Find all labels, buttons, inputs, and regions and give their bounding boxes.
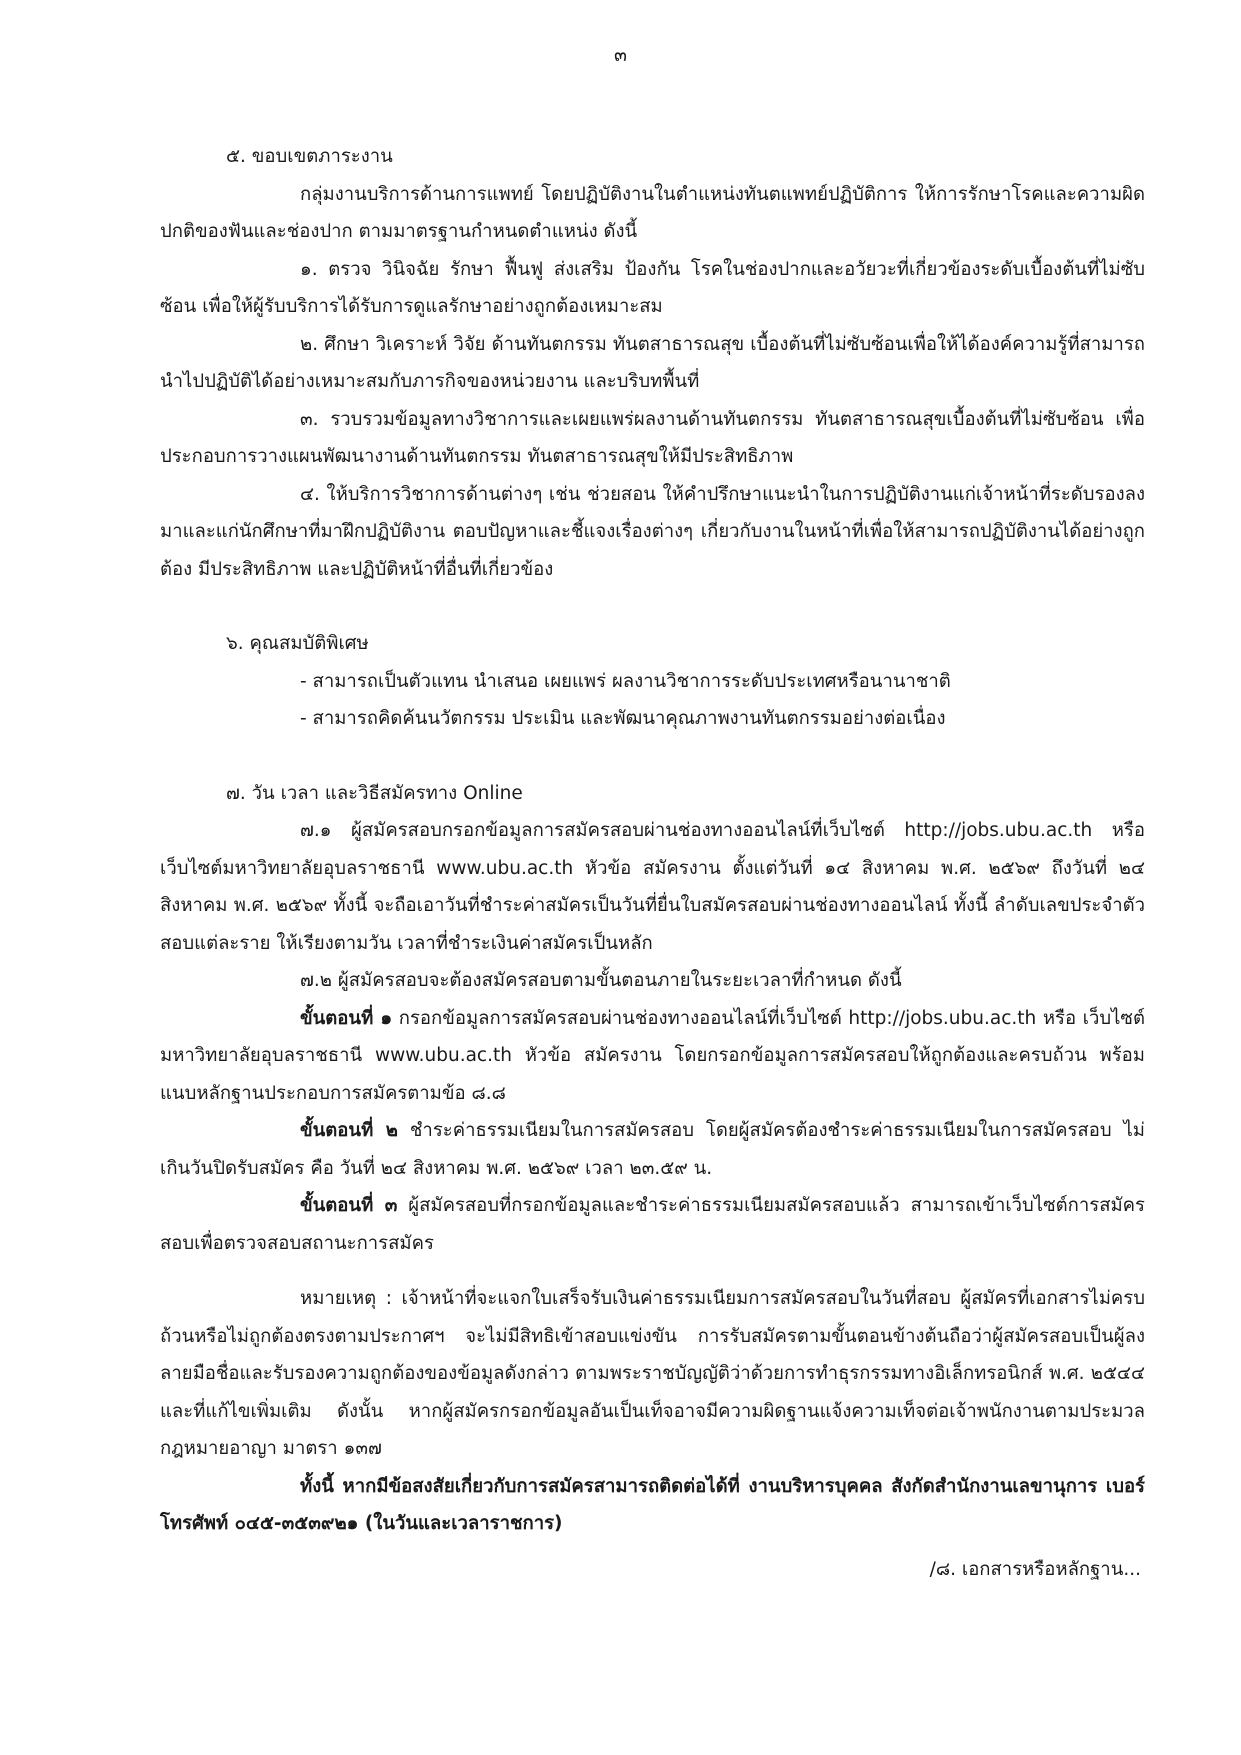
section-6-bullet: - สามารถคิดค้นนวัตกรรม ประเมิน และพัฒนาคุณภาพงานทันตกรรมอย่างต่อเนื่อง (300, 708, 946, 729)
step-1-label: ขั้นตอนที่ ๑ (300, 1007, 393, 1029)
paragraph-spacer (160, 1262, 1145, 1280)
step-1-text: กรอกข้อมูลการสมัครสอบผ่านช่องทางออนไลน์ที่เว็บไซต์ http://jobs.ubu.ac.th หรือ เว็บไซต์มหาวิทยาลัยอุบลราชธานี www.ubu.ac.th หัวข้อ สมัครงาน โดยกรอกข้อมูลการสมัครสอบให้ถูกต้องและครบถ้วน พร้อมแนบหลักฐานประกอบการสมัครตามข้อ ๘.๘ (160, 1007, 1145, 1104)
section-5-heading: ๕. ขอบเขตภาระงาน (226, 146, 393, 167)
section-6-heading: ๖. คุณสมบัติพิเศษ (226, 633, 369, 654)
step-3-paragraph (160, 1187, 1145, 1262)
contact-paragraph: ทั้งนี้ หากมีข้อสงสัยเกี่ยวกับการสมัครสามารถติดต่อได้ที่ งานบริหารบุคคล สังกัดสำนักงานเลขานุการ เบอร์โทรศัพท์ ๐๔๕-๓๕๓๙๒๑ (ในวันและเวลาราชการ) (160, 1475, 1145, 1534)
section-7-heading: ๗. วัน เวลา และวิธีสมัครทาง Online (226, 782, 523, 804)
note-paragraph: หมายเหตุ : เจ้าหน้าที่จะแจกใบเสร็จรับเงินค่าธรรมเนียมการสมัครสอบในวันที่สอบ ผู้สมัครที่เอกสารไม่ครบถ้วนหรือไม่ถูกต้องตรงตามประกาศฯ จะไม่มีสิทธิเข้าสอบแข่งขัน การรับสมัครตามขั้นตอนข้างต้นถือว่าผู้สมัครสอบเป็นผู้ลงลายมือชื่อและรับรองความถูกต้องของข้อมูลดังกล่าว ตามพระราชบัญญัติว่าด้วยการทำธุรกรรมทางอิเล็กทรอนิกส์ พ.ศ. ๒๕๔๔ และที่แก้ไขเพิ่มเติม ดังนั้น หากผู้สมัครกรอกข้อมูลอันเป็นเท็จอาจมีความผิดฐานแจ้งความเท็จต่อเจ้าพนักงานตามประมวลกฎหมายอาญา มาตรา ๑๓๗ (160, 1288, 1145, 1459)
document-body (160, 138, 1145, 1543)
continuation-marker: /๘. เอกสารหรือหลักฐาน... (929, 1559, 1141, 1580)
section-5-item: ๑. ตรวจ วินิจฉัย รักษา ฟื้นฟู ส่งเสริม ป้องกัน โรคในช่องปากและอวัยวะที่เกี่ยวข้องระดับเบื้องต้นที่ไม่ซับซ้อน เพื่อให้ผู้รับบริการได้รับการดูแลรักษาอย่างถูกต้องเหมาะสม (160, 258, 1145, 317)
section-7-2-paragraph: ๗.๒ ผู้สมัครสอบจะต้องสมัครสอบตามขั้นตอนภายในระยะเวลาที่กำหนด ดังนี้ (300, 970, 902, 991)
step-1-paragraph (160, 1000, 1145, 1113)
step-3-label: ขั้นตอนที่ ๓ (300, 1195, 398, 1216)
step-2-text: ชำระค่าธรรมเนียมในการสมัครสอบ โดยผู้สมัครต้องชำระค่าธรรมเนียมในการสมัครสอบ ไม่เกินวันปิดรับสมัคร คือ วันที่ ๒๔ สิงหาคม พ.ศ. ๒๕๖๙ เวลา ๒๓.๕๙ น. (160, 1120, 1145, 1179)
step-3-text: ผู้สมัครสอบที่กรอกข้อมูลและชำระค่าธรรมเนียมสมัครสอบแล้ว สามารถเข้าเว็บไซต์การสมัครสอบเพื่อตรวจสอบสถานะการสมัคร (160, 1195, 1145, 1254)
section-7-1-paragraph: ๗.๑ ผู้สมัครสอบกรอกข้อมูลการสมัครสอบผ่านช่องทางออนไลน์ที่เว็บไซต์ http://jobs.ubu.ac.th หรือ เว็บไซต์มหาวิทยาลัยอุบลราชธานี www.ubu.ac.th หัวข้อ สมัครงาน ตั้งแต่วันที่ ๑๔ สิงหาคม พ.ศ. ๒๕๖๙ ถึงวันที่ ๒๔ สิงหาคม พ.ศ. ๒๕๖๙ ทั้งนี้ จะถือเอาวันที่ชำระค่าสมัครเป็นวันที่ยื่นใบสมัครสอบผ่านช่องทางออนไลน์ ทั้งนี้ ลำดับเลขประจำตัวสอบแต่ละราย ให้เรียงตามวัน เวลาที่ชำระเงินค่าสมัครเป็นหลัก (160, 820, 1145, 954)
section-6-bullet: - สามารถเป็นตัวแทน นำเสนอ เผยแพร่ ผลงานวิชาการระดับประเทศหรือนานาชาติ (300, 670, 951, 692)
step-2-label: ขั้นตอนที่ ๒ (300, 1120, 398, 1141)
section-spacer (160, 588, 1145, 625)
section-5-item: ๓. รวบรวมข้อมูลทางวิชาการและเผยแพร่ผลงานด้านทันตกรรม ทันตสาธารณสุขเบื้องต้นที่ไม่ซับซ้อน เพื่อประกอบการวางแผนพัฒนางานด้านทันตกรรม ทันตสาธารณสุขให้มีประสิทธิภาพ (160, 408, 1145, 467)
section-spacer (160, 738, 1145, 775)
page-number: ๓ (614, 44, 627, 66)
step-2-paragraph (160, 1112, 1145, 1187)
section-5-intro: กลุ่มงานบริการด้านการแพทย์ โดยปฏิบัติงานในตำแหน่งทันตแพทย์ปฏิบัติการ ให้การรักษาโรคและความผิดปกติของฟันและช่องปาก ตามมาตรฐานกำหนดตำแหน่ง ดังนี้ (160, 183, 1145, 242)
section-5-item: ๒. ศึกษา วิเคราะห์ วิจัย ด้านทันตกรรม ทันตสาธารณสุข เบื้องต้นที่ไม่ซับซ้อนเพื่อให้ได้องค์ความรู้ที่สามารถนำไปปฏิบัติได้อย่างเหมาะสมกับภารกิจของหน่วยงาน และบริบทพื้นที่ (160, 333, 1145, 392)
section-5-item: ๔. ให้บริการวิชาการด้านต่างๆ เช่น ช่วยสอน ให้คำปรึกษาแนะนำในการปฏิบัติงานแก่เจ้าหน้าที่ระดับรองลงมาและแก่นักศึกษาที่มาฝึกปฏิบัติงาน ตอบปัญหาและชี้แจงเรื่องต่างๆ เกี่ยวกับงานในหน้าที่เพื่อให้สามารถปฏิบัติงานได้อย่างถูกต้อง มีประสิทธิภาพ และปฏิบัติหน้าที่อื่นที่เกี่ยวข้อง (160, 483, 1145, 580)
